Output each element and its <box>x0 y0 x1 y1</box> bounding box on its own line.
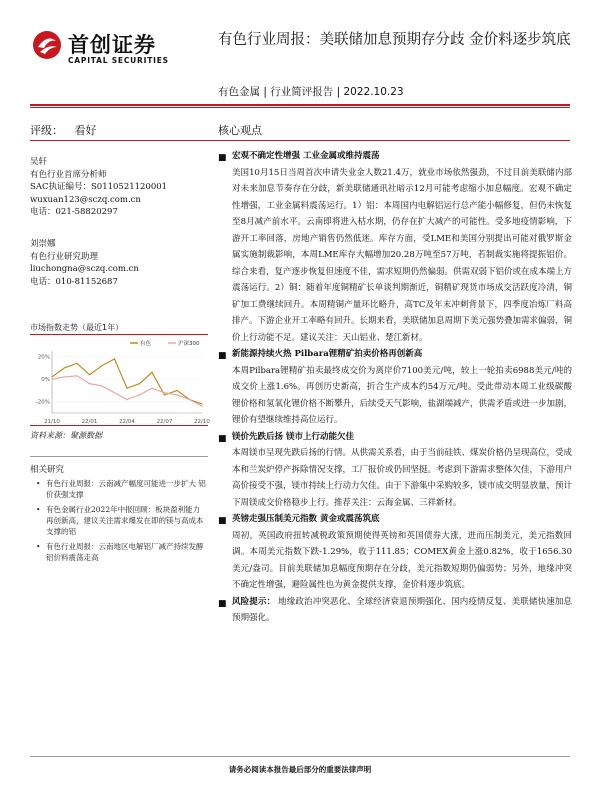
chart-point <box>164 392 165 393</box>
logo-chinese-name: 首创证券 <box>68 33 156 57</box>
chart-point <box>189 399 190 400</box>
analyst-card-1 <box>30 156 200 219</box>
industry-label: 有色金属 <box>218 86 260 98</box>
chart-point <box>64 367 65 368</box>
analyst-role: 有色行业研究助理 <box>30 251 99 262</box>
core-view-content <box>218 148 572 627</box>
market-index-chart <box>30 334 208 426</box>
bullet-icon: ■ <box>218 351 227 361</box>
paragraph-body: 美国10月15日当周首次申请失业金人数21.4万，就业市场依然强劲，不过目前美联储内部对未来加息节奏存在分歧，新美联储通讯社暗示12月可能考虑缩小加息幅度。宏观不确定性增强，工业金属料震荡运行。1）铝：本周国内电解铝运行总产能小幅修复，但仍未恢复至8月减产前水平。云南即将进入枯水期，仍存在扩大减产的可能性。受多地疫情影响，下游开工率回落，房地产销售仍然低迷。库存方面，受LME和美国分别提出可能对俄罗斯金属实施制裁影响，本周LME库存大幅增加20.28万吨至57万吨，若制裁实施将提振铝价。综合来看，复产逐步恢复但速度不佳，需求短期仍然偏弱。供需双弱下铝价或在成本端上方震荡运行。2）铜：随着年度铜精矿长单谈判期渐近，铜精矿现货市场成交活跃度冷清，铜矿加工费继续回升。本周精铜产量环比略升，高TC及年末冲刺背景下，四季度冶炼厂料高排产。下游企业开工率略有回升。长期来看，美联储加息周期下美元强势叠加需求偏弱，铜价上行动能不足。建议关注：天山铝业、楚江新材。 <box>232 167 573 343</box>
report-date: 2022.10.23 <box>343 86 404 98</box>
analyst-phone: 电话：010-81152687 <box>30 276 118 287</box>
rating-label: 评级： <box>30 124 63 137</box>
paragraph-body: 周初，英国政府扭转减税政策预期使得英镑和英国债券大涨，进而压制美元，美元指数回调。本周美元指数下跌-1.29%，收于111.85；COMEX黄金上涨0.82%，收于1656.30美元/盎司。目前美联储加息幅度预期存在分歧，美元指数短期仍偏弱势；另外，地缘冲突不确定性增强，避险属性也为黄金提供支撑，金价料逐步筑底。 <box>232 530 572 590</box>
chart-point <box>201 403 202 404</box>
paragraph-lithium <box>218 346 572 429</box>
chart-point <box>64 376 65 377</box>
chart-point <box>126 399 127 400</box>
paragraph-macro <box>218 148 572 346</box>
related-item[interactable]: • 有色行业周报：云南减产幅度可能进一步扩大 铝价获强支撑 <box>36 478 206 500</box>
rating-value: 看好 <box>74 124 97 137</box>
footer-disclaimer: 请务必阅读本报告最后部分的重要法律声明 <box>228 765 372 774</box>
chart-point <box>164 394 165 395</box>
chart-point <box>176 390 177 391</box>
chart-svg <box>30 335 208 427</box>
paragraph-gold <box>218 511 572 594</box>
paragraph-magnesium <box>218 429 572 512</box>
report-title: 有色行业周报：美联储加息预期存分歧 金价料逐步筑底 <box>218 32 571 48</box>
chart-y-tick-label: 20% <box>37 354 50 361</box>
related-research-list <box>36 478 206 567</box>
chart-point <box>51 376 52 377</box>
section-divider <box>30 140 570 141</box>
chart-x-tick-label: 22/01 <box>81 419 98 425</box>
chart-source: 资料来源：聚源数据 <box>30 431 102 440</box>
analyst-name: 刘崇娜 <box>30 239 56 249</box>
paragraph-body: 本周Pilbara锂精矿拍卖最终成交价为离岸价7100美元/吨，较上一轮拍卖6988美元/吨的成交价上涨1.6%。再创历史新高，折合生产成本约54万元/吨。受此带动本周工业级碳酸锂价格和氢氧化锂价格不断攀升，后续受天气影响，盐湖端减产，供需矛盾或进一步加剧，锂价有望继续维持高位运行。 <box>232 365 573 425</box>
chart-legend-label: 有色 <box>140 341 152 347</box>
bullet-icon: ■ <box>218 433 227 444</box>
chart-point <box>51 379 52 380</box>
report-meta: 有色金属 | 行业简评报告 | 2022.10.23 <box>218 86 404 98</box>
chart-legend-label: 沪深300 <box>178 341 200 347</box>
company-logo-icon <box>32 30 62 60</box>
chart-point <box>89 374 90 375</box>
chart-point <box>151 372 152 373</box>
analyst-cert: SAC执证编号：S0110521120001 <box>30 182 168 192</box>
report-type: 行业简评报告 <box>270 86 334 98</box>
chart-point <box>139 383 140 384</box>
chart-point <box>101 385 102 386</box>
footer-divider <box>30 756 570 757</box>
chart-point <box>76 375 77 376</box>
chart-point <box>126 388 127 389</box>
analyst-email: wuxuan123@sczq.com.cn <box>30 194 141 205</box>
paragraph-risk <box>218 594 572 627</box>
analyst-name: 吴轩 <box>30 157 48 167</box>
related-item[interactable]: • 有色行业周报：云南地区电解铝厂减产持续发酵 铝价料震荡走高 <box>36 541 206 563</box>
chart-x-tick-label: 22/10 <box>194 419 210 425</box>
header-divider <box>30 104 570 106</box>
chart-point <box>176 394 177 395</box>
chart-point <box>151 388 152 389</box>
paragraph-title: 新能源持续火热 Pilbara锂精矿拍卖价格再创新高 <box>232 349 423 359</box>
chart-y-tick-label: 0% <box>41 377 50 384</box>
chart-x-tick-label: 21/10 <box>44 419 60 425</box>
bullet-icon: ■ <box>218 598 227 609</box>
paragraph-title: 英镑走强压制美元指数 黄金或震荡筑底 <box>232 514 380 524</box>
analyst-card-2 <box>30 238 200 288</box>
paragraph-body: 地缘政治冲突恶化、全球经济衰退预期强化、国内疫情反复、美联储快速加息预期强化。 <box>232 596 572 623</box>
chart-series-line-nonferrous <box>52 359 202 404</box>
related-research-heading: 相关研究 <box>30 456 208 475</box>
bullet-icon: ■ <box>218 153 227 163</box>
paragraph-title: 风险提示： <box>232 596 276 607</box>
header-divider-thin <box>30 107 570 108</box>
related-item[interactable]: • 有色金属行业2022年中报回顾：板块盈利能力再创新高，建议关注需求爆发在即的镁与高成本支撑的铝 <box>36 504 206 537</box>
chart-x-tick-label: 22/07 <box>156 419 173 425</box>
chart-point <box>201 406 202 407</box>
chart-point <box>76 363 77 364</box>
analyst-email: liuchongna@sczq.com.cn <box>30 264 139 274</box>
chart-point <box>114 392 115 393</box>
paragraph-title: 镁价先跌后扬 镁市上行动能欠佳 <box>232 431 354 442</box>
bullet-icon: ■ <box>218 516 227 526</box>
chart-point <box>114 358 115 359</box>
paragraph-title: 宏观不确定性增强 工业金属或维持震荡 <box>232 151 380 161</box>
chart-title: 市场指数走势（最近1年） <box>30 323 124 332</box>
analyst-phone: 电话：021-58820297 <box>30 207 118 217</box>
chart-point <box>101 365 102 366</box>
paragraph-body: 本周镁市呈现先跌后扬的行情。从供需关系看，由于当前硅铁、煤炭价格仍呈现高位，受成本和兰炭炉停产拆除情况支撑，工厂报价或仍回坚挺。考虑到下游需求整体欠佳，下游用户高价接受不强，镁市持续上行动力欠佳。由于下游集中采购较多，镁市成交明显放量，预计下周镁成交价格稳步上行。推荐关注：云海金属、三祥新材。 <box>232 448 573 508</box>
chart-point <box>139 394 140 395</box>
logo-english-name: CAPITAL SECURITIES <box>68 56 169 65</box>
analyst-role: 有色行业首席分析师 <box>30 169 107 180</box>
chart-point <box>89 383 90 384</box>
chart-x-tick-label: 22/04 <box>119 419 135 425</box>
rating <box>30 122 97 138</box>
chart-y-tick-label: -20% <box>35 399 50 406</box>
core-view-heading: 核心观点 <box>218 124 262 137</box>
